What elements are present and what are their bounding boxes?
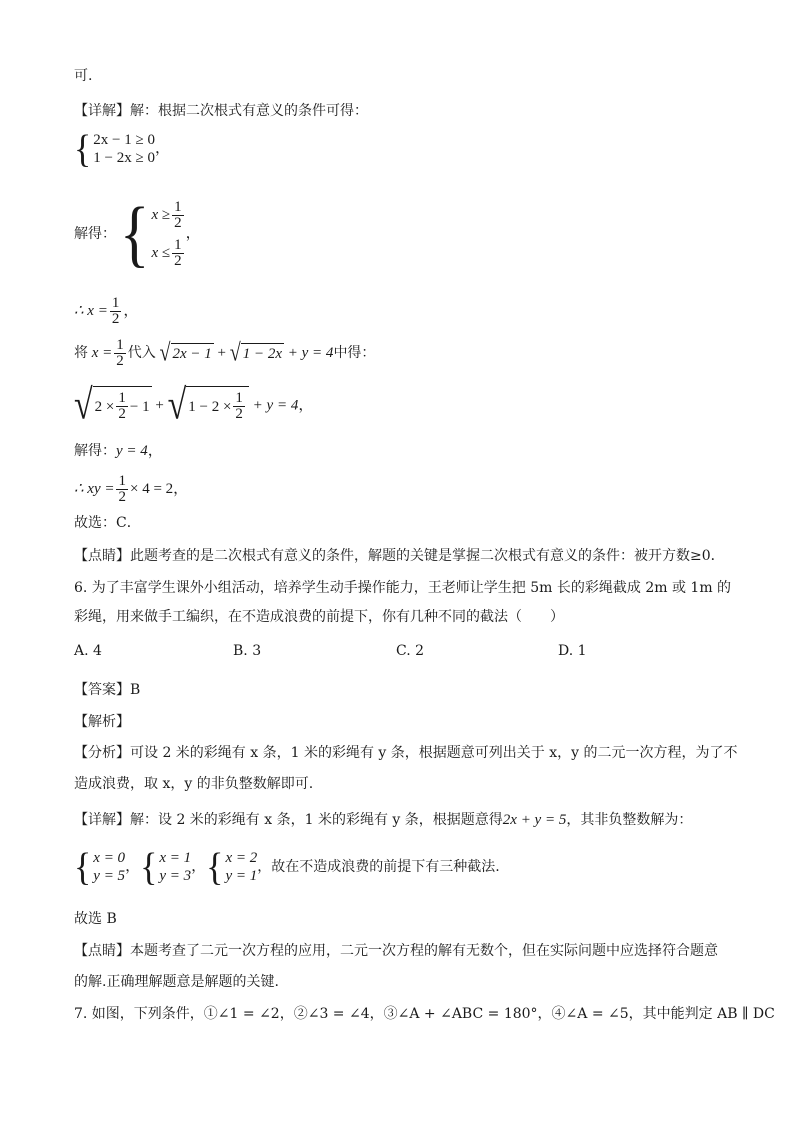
text-line: [74, 743, 737, 763]
equation-text: ∴ x =: [74, 302, 108, 319]
equation-row: 1 − 2x ≥ 0: [93, 150, 155, 166]
section-tag: 【解析】: [74, 714, 130, 730]
equation-row: y = 1: [225, 868, 258, 884]
fraction-numerator: 1: [116, 337, 124, 353]
analysis-heading: [74, 712, 130, 732]
text-line: [74, 972, 279, 992]
equation-text: + y = 4: [287, 344, 334, 361]
paragraph-text: 解：设 2 米的彩绳有 x 条，1 米的彩绳有 y 条，根据题意得: [130, 812, 503, 828]
radical-expression: √ 2 × $\frac{1}{2}$ − 1: [74, 382, 150, 429]
radical-expression: √ 1 − 2 × $\frac{1}{2}$: [168, 386, 249, 426]
text-line: [74, 941, 718, 961]
fraction-numerator: 1: [111, 295, 120, 311]
punctuation: ，: [147, 443, 163, 459]
operator: +: [217, 344, 227, 361]
equation-system: [74, 127, 170, 171]
paragraph-text: ，故在不造成浪费的前提下有三种截法.: [257, 859, 500, 875]
paragraph-text: 造成浪费，取 x，y 的非负整数解即可.: [74, 776, 314, 792]
paragraph-text: 本题考查了二元一次方程的应用，二元一次方程的解有无数个，但在实际问题中应选择符合题意: [130, 943, 718, 959]
fraction-denominator: 2: [118, 406, 126, 422]
text-line: [74, 546, 725, 566]
operator: +: [155, 397, 164, 414]
section-tag: 【点睛】: [74, 548, 130, 564]
paragraph-text: 故选 B: [74, 911, 117, 927]
fraction-denominator: 2: [174, 253, 182, 270]
label-text: 代入: [127, 344, 156, 361]
equation-row: x = 1: [159, 850, 192, 866]
answer-line: [74, 680, 140, 700]
answer-text: 【答案】B: [74, 682, 141, 698]
equation-line: [74, 474, 188, 505]
fraction-denominator: 2: [118, 489, 126, 505]
punctuation: ，: [125, 858, 141, 875]
choice-a: A. 4: [74, 643, 102, 659]
question-text: [74, 578, 731, 598]
fraction-denominator: 2: [174, 215, 182, 232]
equation-text: × 4 = 2: [129, 480, 174, 497]
paragraph-text: 此题考查的是二次根式有意义的条件，解题的关键是掌握二次根式有意义的条件：被开方数≥0．: [130, 548, 725, 564]
equation-text: ∴ xy =: [74, 480, 115, 497]
punctuation: ，: [298, 397, 314, 414]
fraction-denominator: 2: [111, 311, 120, 327]
paragraph-text: 解：根据二次根式有意义的条件可得：: [130, 103, 368, 119]
punctuation: ，: [191, 858, 207, 875]
label-text: 解得：: [74, 226, 116, 242]
solution-systems: [74, 845, 500, 889]
punctuation: ，: [154, 140, 170, 157]
paragraph-text: 6. 为了丰富学生课外小组活动，培养学生动手操作能力，王老师让学生把 5m 长的彩绳截成 2m 或 1m 的: [74, 580, 732, 596]
text-line: [74, 810, 692, 830]
radicand-part: − 1: [129, 398, 150, 415]
paragraph-text: 故选：C．: [74, 515, 141, 531]
section-tag: 【详解】: [74, 812, 130, 828]
text-line: [74, 66, 92, 86]
equation-line: [74, 382, 314, 429]
equation-system: [74, 193, 201, 275]
choice-d: D. 1: [558, 643, 587, 659]
brace-symbol: {: [119, 193, 150, 275]
equation-row: y = 5: [93, 868, 126, 884]
fraction-numerator: 1: [118, 473, 126, 489]
section-tag: 【分析】: [74, 745, 130, 761]
equation-line: [74, 441, 163, 461]
inequality-lhs: x ≤: [151, 245, 171, 261]
radicand-part: 1 − 2 ×: [188, 398, 232, 415]
fraction-denominator: 2: [235, 406, 243, 422]
paragraph-text: ，其非负整数解为：: [566, 812, 693, 828]
fraction-denominator: 2: [116, 353, 124, 369]
radical-expression: √ 1 − 2x: [229, 339, 283, 367]
choice-b: B. 3: [233, 643, 262, 659]
equation-row: x = 0: [93, 850, 126, 866]
punctuation: ，: [173, 480, 189, 497]
equation-row: 2x − 1 ≥ 0: [93, 132, 155, 148]
section-tag: 【点睛】: [74, 943, 130, 959]
fraction-numerator: 1: [174, 199, 182, 216]
paragraph-text: 可.: [74, 68, 93, 84]
inequality-lhs: x ≥: [151, 207, 171, 223]
radicand: 1 − 2x: [241, 343, 284, 364]
equation-text: y = 4: [116, 443, 148, 459]
question-text: [74, 1004, 775, 1024]
choice-c: C. 2: [396, 643, 425, 659]
brace-symbol: {: [74, 845, 92, 889]
fraction-numerator: 1: [118, 390, 126, 406]
radicand: 2x − 1: [171, 343, 214, 364]
equation-line: [74, 338, 375, 369]
equation-row: x = 2: [225, 850, 258, 866]
brace-symbol: {: [140, 845, 158, 889]
paragraph-text: 彩绳，用来做手工编织，在不造成浪费的前提下，你有几种不同的截法（ ）: [74, 609, 564, 625]
text-line: [74, 513, 141, 533]
label-text: 将: [74, 344, 88, 361]
paragraph-text: 7. 如图，下列条件，①∠1 = ∠2，②∠3 = ∠4，③∠A + ∠ABC = 180°，④∠A = ∠5，其中能判定 AB ∥ DC: [74, 1006, 775, 1022]
fraction-numerator: 1: [174, 237, 182, 254]
question-text: [74, 607, 564, 627]
paragraph-text: 可设 2 米的彩绳有 x 条，1 米的彩绳有 y 条，根据题意可列出关于 x，y 的二元一次方程，为了不: [130, 745, 738, 761]
section-tag: 【详解】: [74, 103, 130, 119]
radical-expression: √ 2x − 1: [159, 339, 212, 367]
label-text: 解得：: [74, 443, 116, 459]
punctuation: ，: [123, 302, 139, 319]
equation-text: + y = 4: [252, 397, 299, 414]
text-line: [74, 909, 117, 929]
equation-row: y = 3: [159, 868, 192, 884]
equation-text: x =: [91, 344, 113, 361]
brace-symbol: {: [206, 845, 224, 889]
radicand-part: 2 ×: [94, 398, 115, 415]
text-line: [74, 101, 368, 121]
paragraph-text: 的解.正确理解题意是解题的关键.: [74, 974, 279, 990]
brace-symbol: {: [74, 127, 92, 171]
fraction-numerator: 1: [235, 390, 243, 406]
text-line: [74, 774, 313, 794]
label-text: 中得：: [333, 344, 376, 361]
punctuation: ，: [185, 225, 201, 242]
equation-line: [74, 296, 138, 327]
equation-text: 2x + y = 5: [502, 812, 567, 828]
